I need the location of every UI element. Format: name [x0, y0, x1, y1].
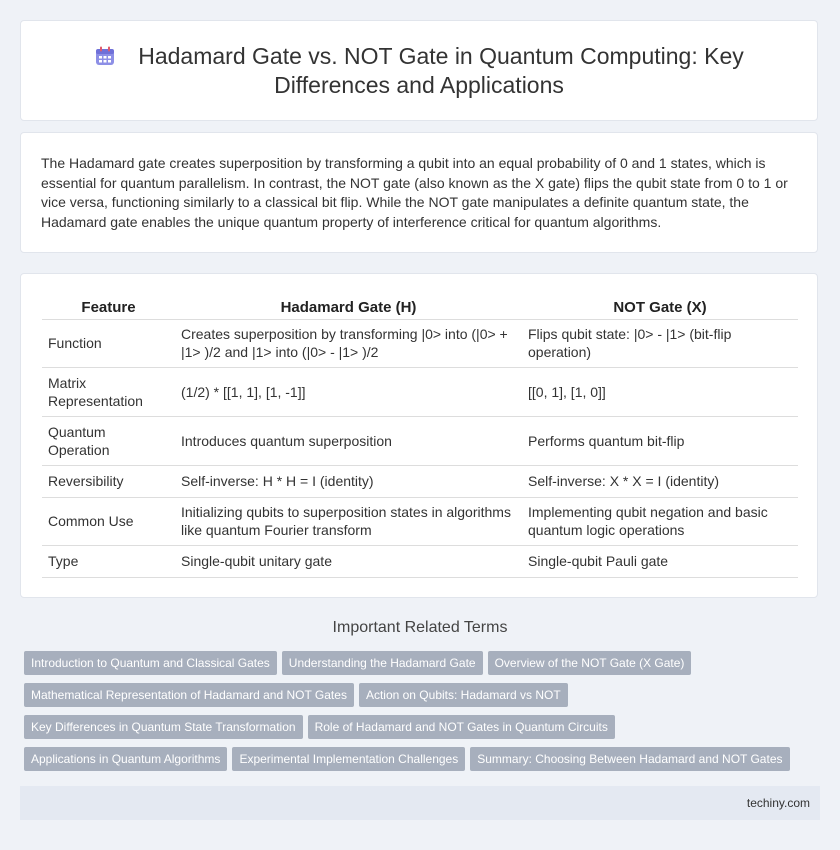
related-term-tag[interactable]: Action on Qubits: Hadamard vs NOT — [359, 683, 568, 707]
hadamard-cell: Introduces quantum superposition — [175, 416, 522, 465]
feature-cell: Reversibility — [42, 465, 175, 497]
intro-card — [20, 132, 818, 253]
feature-cell: Function — [42, 319, 175, 367]
feature-cell: Type — [42, 545, 175, 577]
related-term-tag[interactable]: Role of Hadamard and NOT Gates in Quantum Circuits — [308, 715, 615, 739]
related-term-tag[interactable]: Summary: Choosing Between Hadamard and NOT Gates — [470, 747, 789, 771]
page-title — [69, 42, 769, 100]
table-row — [42, 416, 798, 465]
table-row — [42, 497, 798, 545]
hadamard-cell: Creates superposition by transforming |0> into (|0> + |1> )/2 and |1> into (|0> - |1> )/2 — [175, 319, 522, 367]
not-cell: Flips qubit state: |0> - |1> (bit-flip operation) — [522, 319, 798, 367]
not-cell: Implementing qubit negation and basic quantum logic operations — [522, 497, 798, 545]
related-term-tag[interactable]: Introduction to Quantum and Classical Gates — [24, 651, 277, 675]
feature-cell: Matrix Representation — [42, 367, 175, 416]
footer-brand[interactable]: techiny.com — [746, 796, 810, 810]
feature-cell: Common Use — [42, 497, 175, 545]
table-row — [42, 545, 798, 577]
related-term-tag[interactable]: Understanding the Hadamard Gate — [282, 651, 483, 675]
title-card — [20, 20, 818, 121]
footer — [20, 786, 820, 820]
column-header: Hadamard Gate (H) — [175, 294, 522, 319]
not-cell: Self-inverse: X * X = I (identity) — [522, 465, 798, 497]
not-cell: [[0, 1], [1, 0]] — [522, 367, 798, 416]
not-cell: Performs quantum bit-flip — [522, 416, 798, 465]
hadamard-cell: Initializing qubits to superposition states in algorithms like quantum Fourier transform — [175, 497, 522, 545]
intro-text: The Hadamard gate creates superposition by transforming a qubit into an equal probability of 0 and 1 states, which is essential for quantum parallelism. In contrast, the NOT gate (also known as the X gate) flips the qubit state from 0 to 1 or vice versa, functioning similarly to a classical bit flip. While the NOT gate manipulates a definite quantum state, the Hadamard gate enables the unique quantum property of interference critical for quantum algorithms. — [41, 155, 788, 230]
hadamard-cell: Single-qubit unitary gate — [175, 545, 522, 577]
page-title-text: Hadamard Gate vs. NOT Gate in Quantum Computing: Key Differences and Applications — [138, 42, 744, 98]
table-row — [42, 465, 798, 497]
comparison-card — [20, 273, 818, 598]
calendar-icon — [94, 45, 116, 67]
related-term-tag[interactable]: Mathematical Representation of Hadamard and NOT Gates — [24, 683, 354, 707]
table-row — [42, 367, 798, 416]
hadamard-cell: (1/2) * [[1, 1], [1, -1]] — [175, 367, 522, 416]
not-cell: Single-qubit Pauli gate — [522, 545, 798, 577]
comparison-table — [42, 294, 798, 578]
feature-cell: Quantum Operation — [42, 416, 175, 465]
column-header: Feature — [42, 294, 175, 319]
related-term-tag[interactable]: Applications in Quantum Algorithms — [24, 747, 227, 771]
table-row — [42, 319, 798, 367]
hadamard-cell: Self-inverse: H * H = I (identity) — [175, 465, 522, 497]
related-terms-title: Important Related Terms — [332, 619, 508, 636]
related-terms-list — [24, 651, 814, 779]
related-term-tag[interactable]: Key Differences in Quantum State Transformation — [24, 715, 303, 739]
table-header-row — [42, 294, 798, 319]
related-term-tag[interactable]: Experimental Implementation Challenges — [232, 747, 465, 771]
column-header: NOT Gate (X) — [522, 294, 798, 319]
related-term-tag[interactable]: Overview of the NOT Gate (X Gate) — [488, 651, 692, 675]
